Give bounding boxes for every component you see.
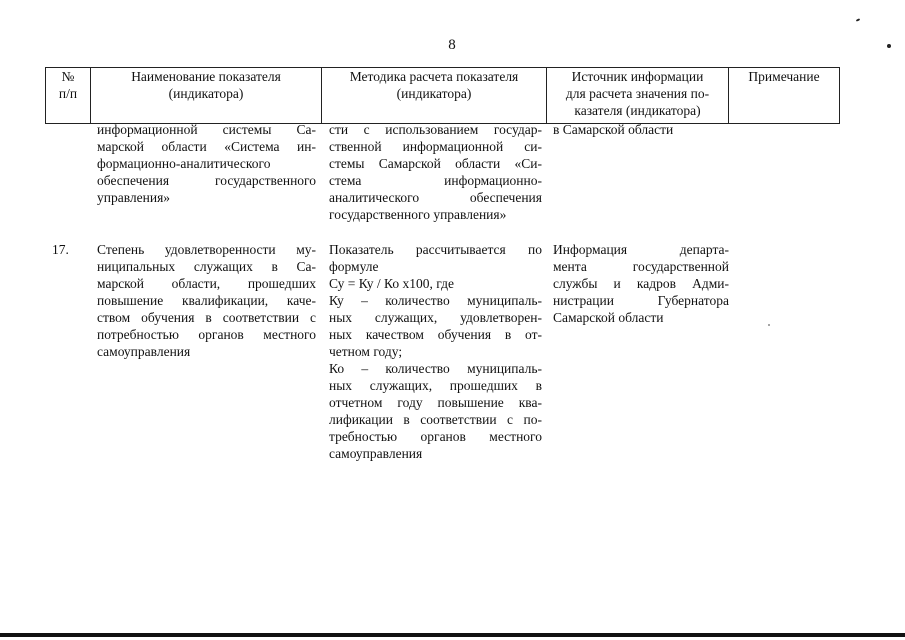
scan-speck xyxy=(768,324,770,326)
text-line: ных служащих, удовлетворен- xyxy=(329,310,542,325)
text-line: четном году; xyxy=(329,344,403,359)
header-line: Источник информации xyxy=(571,69,704,84)
text-line: стема информационно- xyxy=(329,173,542,188)
header-source xyxy=(547,68,728,119)
header-method xyxy=(322,68,546,102)
row-number: 17. xyxy=(52,242,69,257)
page-number: 8 xyxy=(448,37,456,53)
indicator-table-header xyxy=(45,67,840,127)
header-note xyxy=(729,68,839,85)
text-line: Ко – количество муниципаль- xyxy=(329,361,542,376)
text-line: мента государственной xyxy=(553,259,729,274)
formula-line: Су = Ку / Ко х100, где xyxy=(329,276,454,291)
text-line: обеспечения государственного xyxy=(97,173,316,188)
header-line: № xyxy=(61,69,75,84)
header-line: казателя (индикатора) xyxy=(574,103,701,118)
text-line: марской области «Система ин- xyxy=(97,139,316,154)
text-line: самоуправления xyxy=(97,344,191,359)
header-line: (индикатора) xyxy=(396,86,472,101)
text-line: ственной информационной си- xyxy=(329,139,542,154)
text-line: ниципальных служащих в Са- xyxy=(97,259,316,274)
text-line: нистрации Губернатора xyxy=(553,293,729,308)
text-line: государственного управления» xyxy=(329,207,507,222)
header-line: Методика расчета показателя xyxy=(349,69,519,84)
text-line: самоуправления xyxy=(329,446,423,461)
text-line: ством обучения в соответствии с xyxy=(97,310,316,325)
text-line: Самарской области xyxy=(553,310,664,325)
header-name xyxy=(91,68,321,102)
row-17-source xyxy=(553,241,729,326)
text-line: аналитического обеспечения xyxy=(329,190,542,205)
text-line: в Самарской области xyxy=(553,122,674,137)
text-line: формационно-аналитического xyxy=(97,156,271,171)
text-line: ных качеством обучения в от- xyxy=(329,327,542,342)
scan-speck xyxy=(856,18,860,22)
text-line: отчетном году повышение ква- xyxy=(329,395,542,410)
cont-row-source xyxy=(553,121,729,138)
header-line: для расчета значения по- xyxy=(565,86,710,101)
header-line: Наименование показателя xyxy=(131,69,281,84)
text-line: требностью органов местного xyxy=(329,429,542,444)
text-line: Информация департа- xyxy=(553,242,729,257)
column-divider xyxy=(839,67,840,124)
text-line: Степень удовлетворенности му- xyxy=(97,242,316,257)
row-17-number xyxy=(52,241,82,258)
cont-row-method xyxy=(329,121,542,223)
text-line: Ку – количество муниципаль- xyxy=(329,293,542,308)
header-line: (индикатора) xyxy=(168,86,244,101)
header-line: Примечание xyxy=(748,69,820,84)
header-num xyxy=(46,68,90,102)
text-line: службы и кадров Адми- xyxy=(553,276,729,291)
text-line: марской области, прошедших xyxy=(97,276,316,291)
text-line: сти с использованием государ- xyxy=(329,122,542,137)
header-line: п/п xyxy=(58,86,78,101)
text-line: управления» xyxy=(97,190,171,205)
scan-speck xyxy=(887,44,891,48)
text-line: лификации в соответствии с по- xyxy=(329,412,542,427)
text-line: стемы Самарской области «Си- xyxy=(329,156,542,171)
text-line: формуле xyxy=(329,259,379,274)
text-line: повышение квалификации, каче- xyxy=(97,293,316,308)
cont-row-name xyxy=(97,121,316,206)
text-line: ных служащих, прошедших в xyxy=(329,378,542,393)
text-line: потребностью органов местного xyxy=(97,327,316,342)
text-line: Показатель рассчитывается по xyxy=(329,242,542,257)
scan-edge-rule xyxy=(0,633,905,637)
row-17-method xyxy=(329,241,542,462)
row-17-name xyxy=(97,241,316,360)
text-line: информационной системы Са- xyxy=(97,122,316,137)
